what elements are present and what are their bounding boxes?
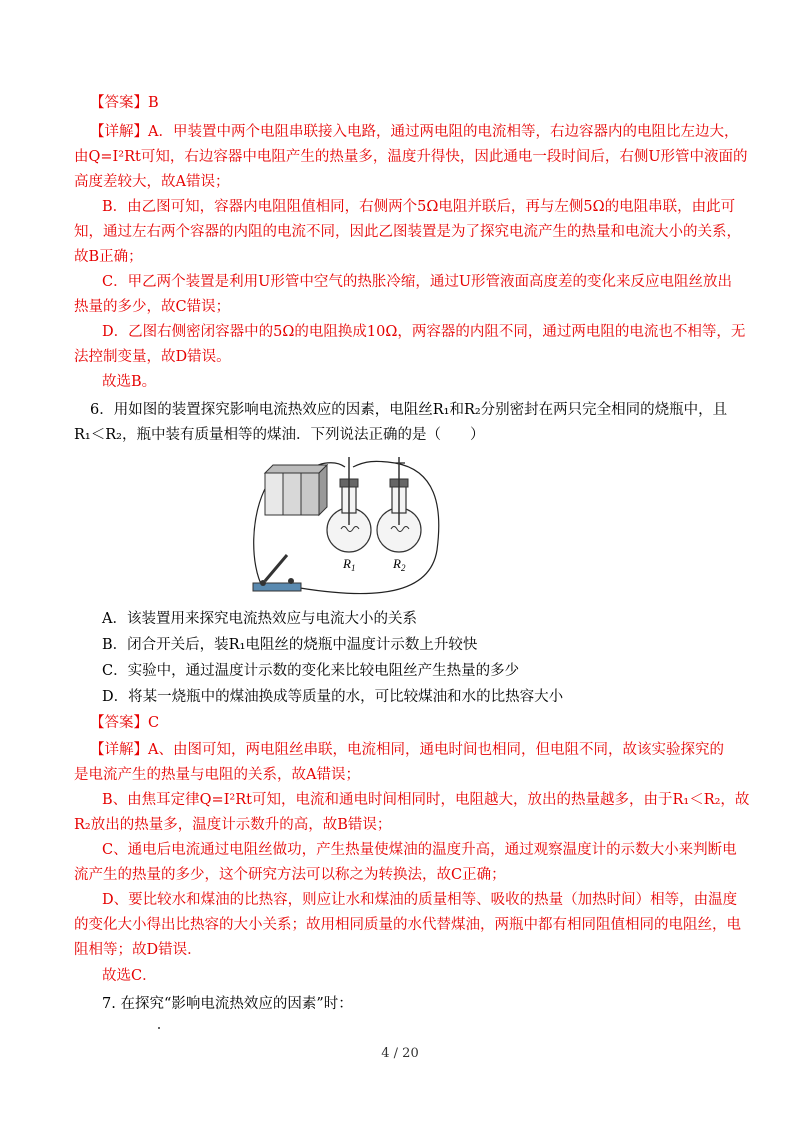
q5-conclusion: 故选B。 (102, 374, 157, 390)
stray-dot (158, 1027, 160, 1029)
q6-option-b: B．闭合开关后，装R₁电阻丝的烧瓶中温度计示数上升较快 (102, 637, 478, 653)
label-r2: $R_2$ (393, 556, 406, 573)
battery-pack (265, 465, 327, 515)
q6-option-d: D．将某一烧瓶中的煤油换成等质量的水，可比较煤油和水的比热容大小 (102, 689, 564, 705)
flask-r1 (327, 457, 371, 552)
q5-detail-b1: B．由乙图可知，容器内电阻阻值相同，右侧两个5Ω电阻并联后，再与左侧5Ω的电阻串联，由此可 (102, 199, 736, 215)
q6-stem-line2: R₁＜R₂，瓶中装有质量相等的煤油．下列说法正确的是（ ） (74, 427, 485, 443)
q5-detail-b3: 故B正确； (74, 249, 143, 265)
q6-detail-d1: D、要比较水和煤油的比热容，则应让水和煤油的质量相等、吸收的热量（加热时间）相等，由温度 (102, 892, 738, 908)
q6-detail-d2: 的变化大小得出比热容的大小关系；故用相同质量的水代替煤油，两瓶中都有相同阻值相同的电阻丝，电 (74, 917, 741, 933)
q6-detail-a2: 是电流产生的热量与电阻的关系，故A错误； (74, 767, 360, 783)
q6-answer: 【答案】C (90, 715, 160, 731)
q5-detail-d2: 法控制变量，故D错误。 (74, 349, 231, 365)
q5-detail-b2: 知，通过左右两个容器的内阻的电流不同，因此乙图装置是为了探究电流产生的热量和电流大小的关系， (74, 224, 741, 240)
page-number: 4 / 20 (381, 1046, 419, 1061)
switch (253, 555, 301, 591)
q5-detail-d1: D．乙图右侧密闭容器中的5Ω的电阻换成10Ω，两容器的内阻不同，通过两电阻的电流也不相等，无 (102, 324, 746, 340)
q6-detail-c2: 流产生的热量的多少，这个研究方法可以称之为转换法，故C正确； (74, 867, 506, 883)
q5-detail-c1: C．甲乙两个装置是利用U形管中空气的热胀冷缩，通过U形管液面高度差的变化来反应电阻丝放出 (102, 274, 733, 290)
q6-option-a: A．该装置用来探究电流热效应与电流大小的关系 (102, 611, 417, 627)
q6-option-c: C．实验中，通过温度计示数的变化来比较电阻丝产生热量的多少 (102, 663, 520, 679)
circuit-diagram (245, 455, 445, 603)
q6-detail-a1: 【详解】A、由图可知，两电阻丝串联，电流相同，通电时间也相同，但电阻不同，故该实验探究的 (90, 742, 724, 758)
q5-detail-a1: 【详解】A．甲装置中两个电阻串联接入电路，通过两电阻的电流相等，右边容器内的电阻比左边大， (90, 124, 739, 140)
q5-detail-c2: 热量的多少，故C错误； (74, 299, 231, 315)
q6-detail-b2: R₂放出的热量多，温度计示数升的高，故B错误； (74, 817, 392, 833)
q6-detail-c1: C、通电后电流通过电阻丝做功，产生热量使煤油的温度升高，通过观察温度计的示数大小来判断电 (102, 842, 737, 858)
q6-stem-line1: 6．用如图的装置探究影响电流热效应的因素，电阻丝R₁和R₂分别密封在两只完全相同的烧瓶中，且 (90, 402, 728, 418)
q6-conclusion: 故选C． (102, 968, 157, 984)
q6-detail-b1: B、由焦耳定律Q=I²Rt可知，电流和通电时间相同时，电阻越大，放出的热量越多，由于R₁＜R₂，故 (102, 792, 750, 808)
q6-detail-d3: 阻相等；故D错误． (74, 942, 202, 958)
q5-detail-a2: 由Q=I²Rt可知，右边容器中电阻产生的热量多，温度升得快，因此通电一段时间后，右侧U形管中液面的 (74, 149, 748, 165)
q5-answer: 【答案】B (90, 95, 159, 111)
q5-detail-a3: 高度差较大，故A错误； (74, 174, 230, 190)
q7-stem: 7. 在探究“影响电流热效应的因素”时： (102, 996, 353, 1012)
label-r1: $R_1$ (343, 556, 356, 573)
flask-r2 (377, 457, 421, 552)
